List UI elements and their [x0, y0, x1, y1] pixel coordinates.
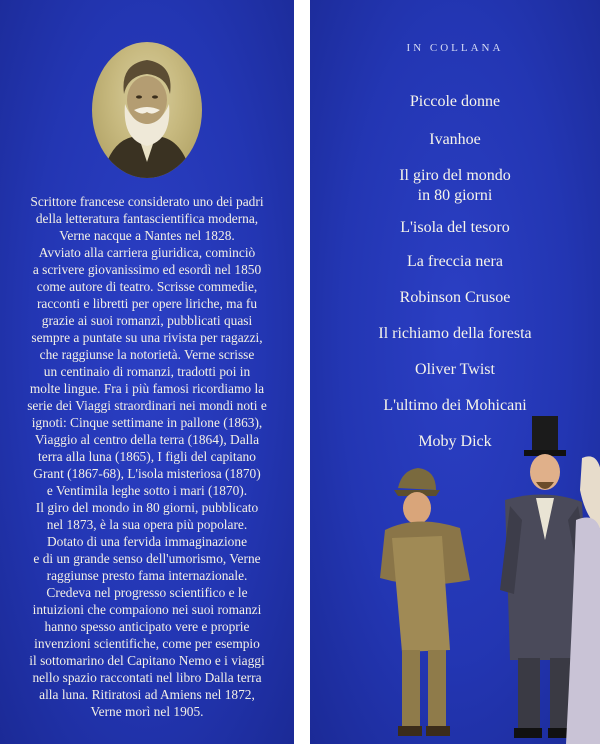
- bio-line: Viaggio al centro della terra (1864), Dalla: [34, 432, 260, 447]
- bio-line: invenzioni scientifiche, come per esempio: [34, 636, 260, 651]
- left-panel: [0, 0, 294, 744]
- right-panel: [310, 0, 600, 744]
- series-title-line: Il richiamo della foresta: [378, 325, 532, 342]
- bio-line: Avviato alla carriera giuridica, cominciò: [38, 245, 256, 260]
- series-title-line: Oliver Twist: [415, 361, 495, 378]
- bio-line: un centinaio di romanzi, tradotti poi in: [43, 364, 251, 379]
- author-portrait: [92, 42, 202, 178]
- series-title-line: Robinson Crusoe: [399, 289, 511, 306]
- detective-figure: [380, 468, 470, 736]
- bio-line: alla luna. Ritiratosi ad Amiens nel 1872,: [39, 687, 255, 702]
- bio-line: Grant (1867-68), L'isola misteriosa (1870): [33, 466, 261, 481]
- series-title: [310, 324, 600, 344]
- victorian-characters-illustration: [310, 410, 600, 744]
- series-title: [310, 288, 600, 308]
- series-title: [310, 92, 600, 112]
- author-biography: [0, 193, 294, 720]
- series-title-line: Ivanhoe: [429, 131, 481, 148]
- series-title: [310, 360, 600, 380]
- series-title-line: Il giro del mondo: [399, 167, 511, 184]
- series-title-line: La freccia nera: [407, 253, 503, 270]
- bio-line: terra alla luna (1865), I figli del capitano: [38, 449, 256, 464]
- series-title-line: Moby Dick: [418, 433, 492, 450]
- bio-line: grazie ai suoi romanzi, pubblicati quasi: [41, 313, 253, 328]
- series-title-line: in 80 giorni: [417, 187, 493, 204]
- bio-line: il sottomarino del Capitano Nemo e i viaggi: [29, 653, 265, 668]
- portrait-image: [92, 42, 202, 178]
- bio-line: Verne nacque a Nantes nel 1828.: [59, 228, 235, 243]
- bio-line: nello spazio raccontati nel libro Dalla terra: [32, 670, 262, 685]
- bio-line: molte lingue. Fra i più famosi ricordiamo la: [29, 381, 265, 396]
- bio-line: ignoti: Cinque settimane in pallone (1863),: [31, 415, 263, 430]
- bio-line: e di un grande senso dell'umorismo, Verne: [33, 551, 261, 566]
- bio-line: a scrivere giovanissimo ed esordì nel 1850: [32, 262, 262, 277]
- series-title: [310, 130, 600, 150]
- bio-line: intuizioni che compaiono nei suoi romanzi: [32, 602, 262, 617]
- bio-line: Dotato di una fervida immaginazione: [46, 534, 248, 549]
- series-title: [310, 252, 600, 272]
- bio-line: Scrittore francese considerato uno dei padri: [30, 194, 264, 209]
- bio-line: come autore di teatro. Scrisse commedie,: [36, 279, 258, 294]
- bio-line: Il giro del mondo in 80 giorni, pubblicato: [35, 500, 259, 515]
- bio-line: serie dei Viaggi straordinari nei mondi noti e: [27, 398, 267, 413]
- bio-line: della letteratura fantascientifica moderna,: [35, 211, 259, 226]
- bio-line: sempre a puntate su una rivista per ragazzi,: [31, 330, 263, 345]
- bio-line: e Ventimila leghe sotto i mari (1870).: [46, 483, 248, 498]
- bio-line: Verne morì nel 1905.: [90, 704, 204, 719]
- series-heading: IN COLLANA: [406, 42, 504, 54]
- series-title: [310, 218, 600, 238]
- series-title: [310, 166, 600, 206]
- bio-line: Credeva nel progresso scientifico e le: [46, 585, 248, 600]
- bio-line: racconti e libretti per opere liriche, ma fu: [36, 296, 258, 311]
- bio-line: hanno spesso anticipato vere e proprie: [44, 619, 250, 634]
- bio-line: raggiunse presto fama internazionale.: [46, 568, 248, 583]
- bio-line: nel 1873, è la sua opera più popolare.: [46, 517, 248, 532]
- series-title-line: Piccole donne: [409, 93, 501, 110]
- bio-line: che raggiunse la notorietà. Verne scrisse: [39, 347, 255, 362]
- series-title-line: L'ultimo dei Mohicani: [383, 397, 527, 414]
- series-title-line: L'isola del tesoro: [400, 219, 510, 236]
